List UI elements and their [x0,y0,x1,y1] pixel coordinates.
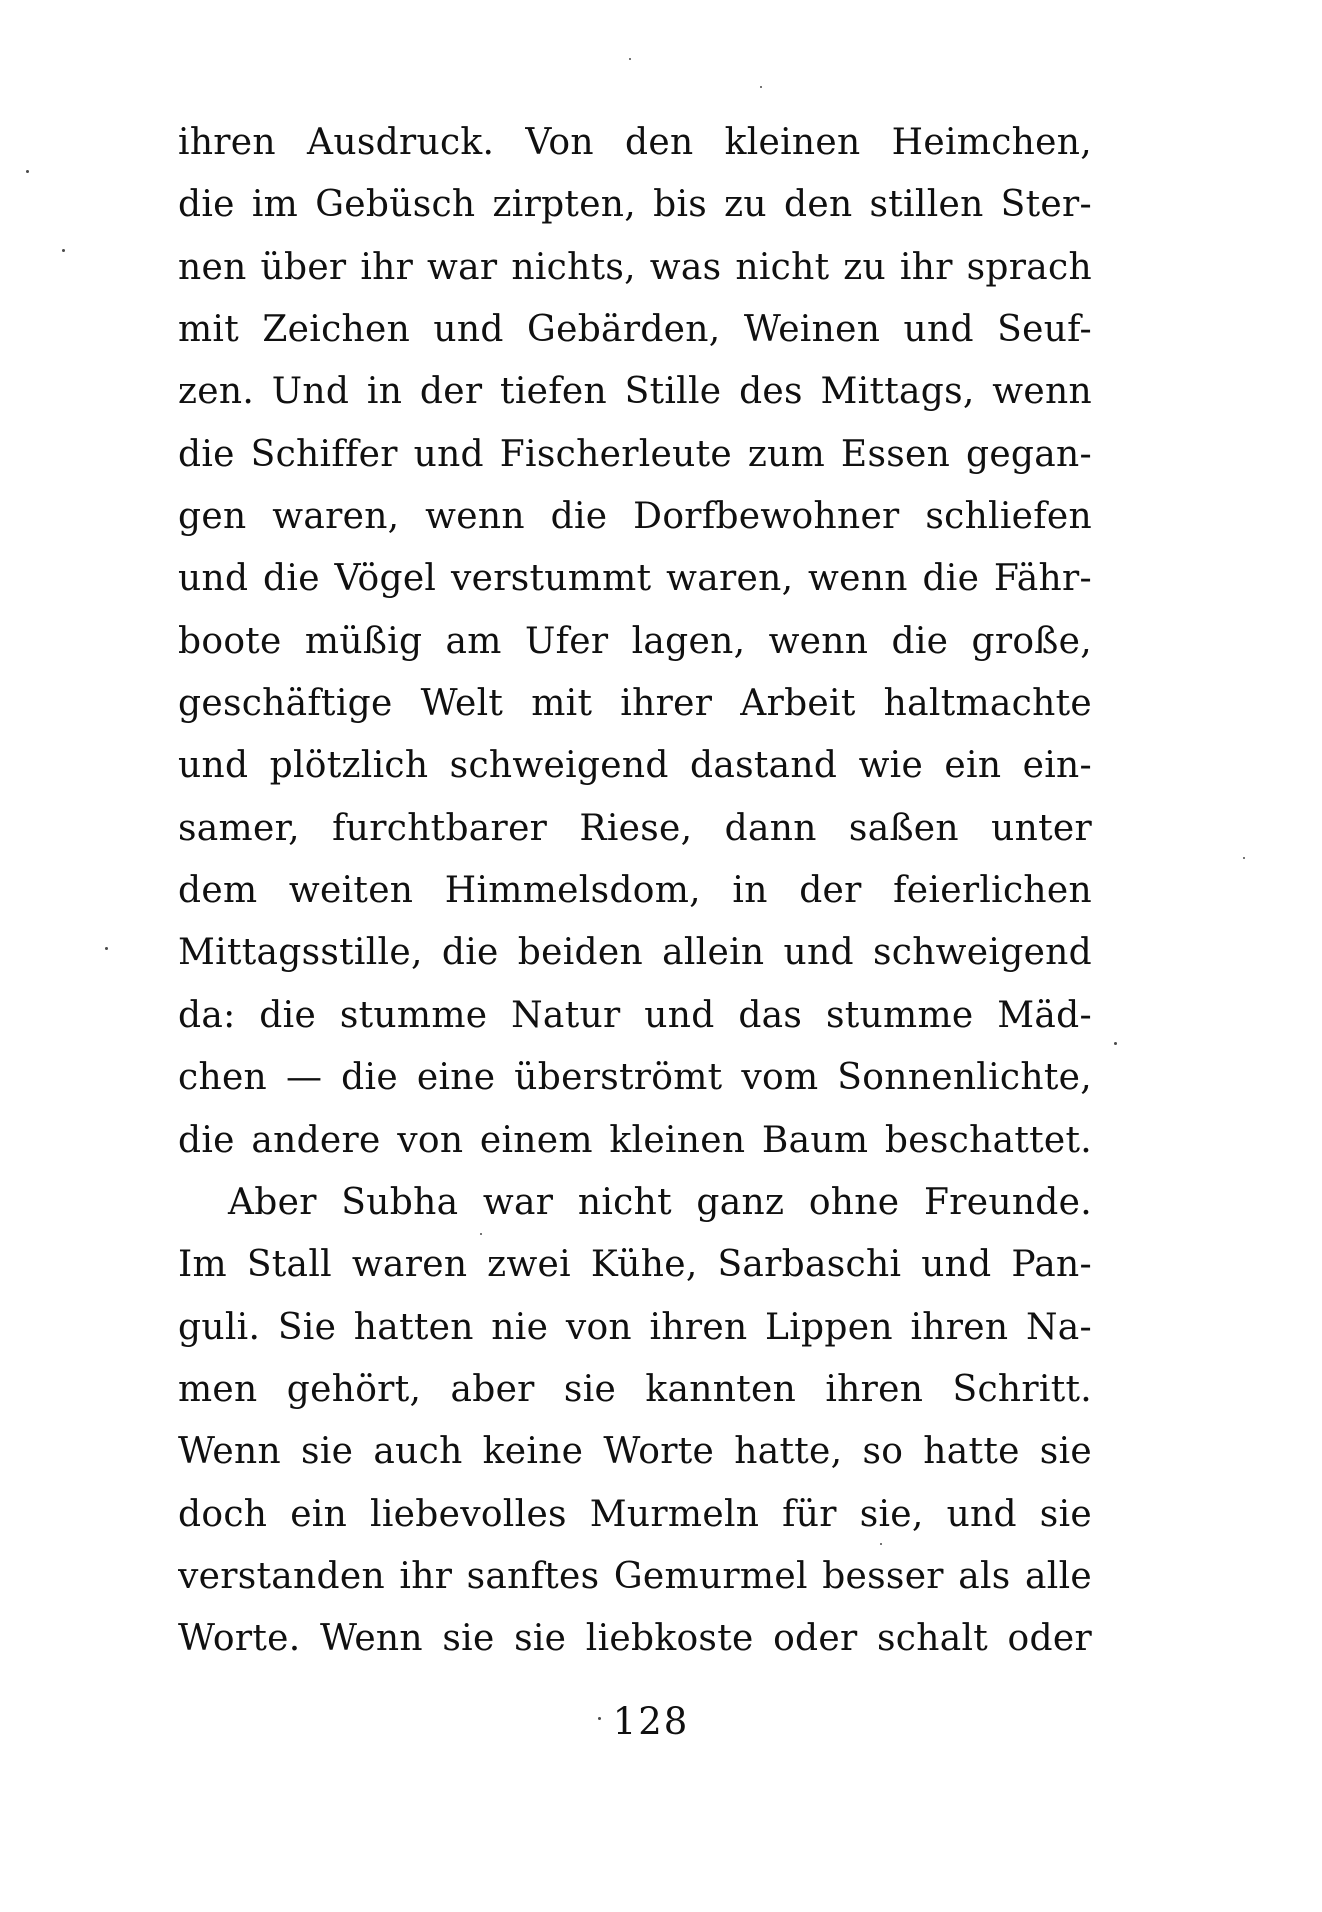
text-line: guli. Sie hatten nie von ihren Lippen ihren Na- [178,1306,1092,1348]
text-line: die andere von einem kleinen Baum beschattet. [178,1119,1092,1161]
text-line: mit Zeichen und Gebärden, Weinen und Seuf- [178,309,1092,351]
text-line: zen. Und in der tiefen Stille des Mittags, wenn [178,371,1092,413]
scan-speck [26,170,29,173]
scan-speck [760,86,762,88]
page-text-block [178,112,1092,1671]
text-line: die im Gebüsch zirpten, bis zu den stillen Ster- [178,184,1092,226]
text-line: gen waren, wenn die Dorfbewohner schliefen [178,496,1092,538]
text-line: nen über ihr war nichts, was nicht zu ihr sprach [178,246,1092,288]
text-line: und plötzlich schweigend dastand wie ein ein- [178,745,1092,787]
text-line: chen — die eine überströmt vom Sonnenlichte, [178,1057,1092,1099]
text-line: dem weiten Himmelsdom, in der feierlichen [178,870,1092,912]
scan-speck [629,58,631,60]
text-line: men gehört, aber sie kannten ihren Schritt. [178,1368,1092,1410]
text-line: und die Vögel verstummt waren, wenn die Fähr- [178,558,1092,600]
text-line: boote müßig am Ufer lagen, wenn die große, [178,620,1092,662]
page-number: 128 [612,1700,690,1743]
text-line: da: die stumme Natur und das stumme Mäd- [178,994,1092,1036]
text-line: verstanden ihr sanftes Gemurmel besser als alle [178,1555,1092,1597]
text-line: Mittagsstille, die beiden allein und schweigend [178,932,1092,974]
text-line: ihren Ausdruck. Von den kleinen Heimchen, [178,122,1092,163]
scan-speck [598,1717,601,1720]
text-line: doch ein liebevolles Murmeln für sie, und sie [178,1493,1092,1535]
text-line: samer, furchtbarer Riese, dann saßen unter [178,807,1092,849]
text-line-paragraph-start: Aber Subha war nicht ganz ohne Freunde. [228,1181,1092,1223]
text-line: Worte. Wenn sie sie liebkoste oder schalt oder [178,1618,1092,1660]
scan-speck [480,1233,482,1235]
text-line: Wenn sie auch keine Worte hatte, so hatte sie [178,1431,1092,1473]
scan-speck [1114,1042,1117,1045]
text-line: Im Stall waren zwei Kühe, Sarbaschi und Pan- [178,1244,1092,1286]
text-line: geschäftige Welt mit ihrer Arbeit haltmachte [178,683,1092,725]
scan-speck [880,1543,882,1545]
text-line: die Schiffer und Fischerleute zum Essen gegan- [178,433,1092,475]
scan-speck [62,249,65,252]
scan-speck [105,947,108,950]
scan-speck [1243,857,1245,859]
